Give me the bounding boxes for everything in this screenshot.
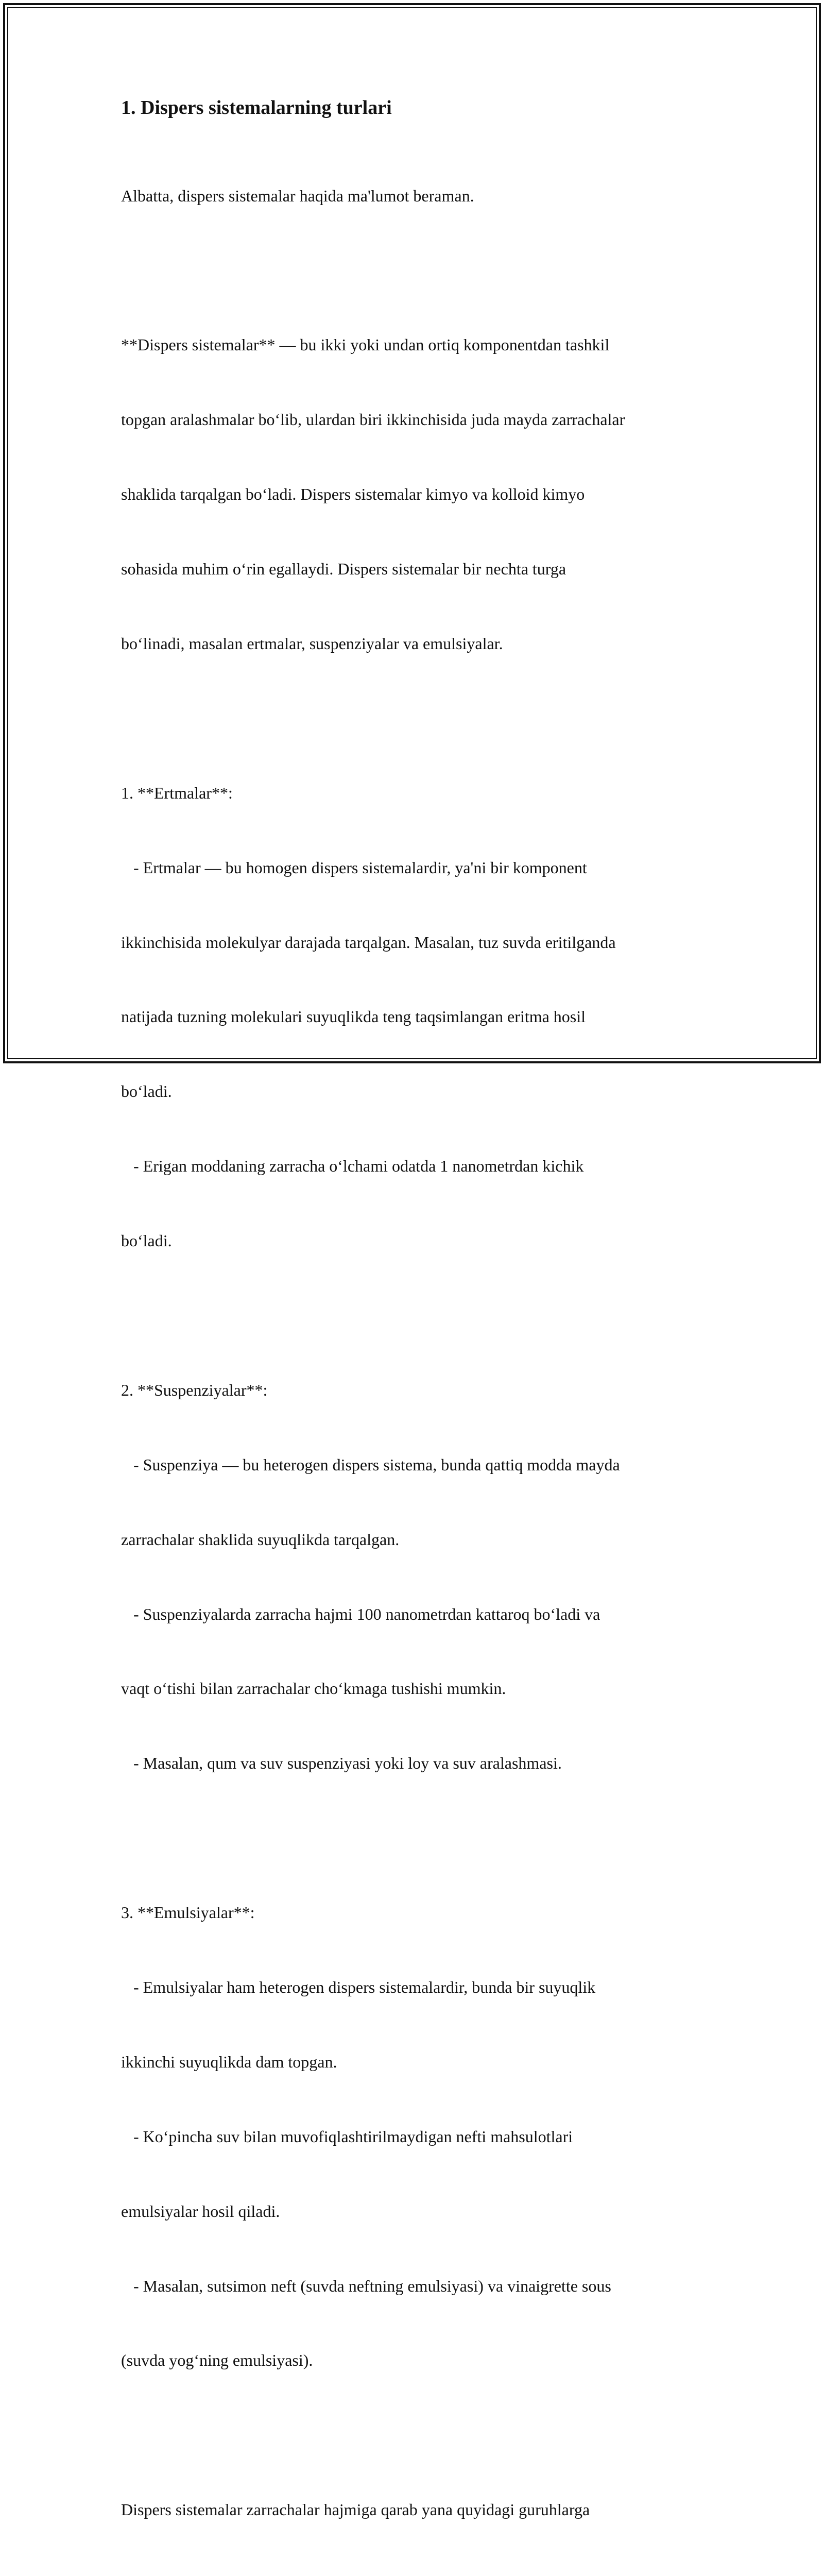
text-line: - Masalan, qum va suv suspenziyasi yoki loy va suv aralashmasi. xyxy=(121,1754,562,1773)
list-item-suspenziyalar xyxy=(121,1328,713,1825)
text-line: bo‘ladi. xyxy=(121,1231,172,1250)
text-line: - Ko‘pincha suv bilan muvofiqlashtirilmaydigan nefti mahsulotlari xyxy=(121,2127,573,2146)
list-item-heading: 3. **Emulsiyalar**: xyxy=(121,1903,255,1922)
text-line: zarrachalar shaklida suyuqlikda tarqalgan. xyxy=(121,1530,400,1549)
text-line xyxy=(121,2572,713,2576)
text-line: - Suspenziyalarda zarracha hajmi 100 nanometrdan kattaroq bo‘ladi va xyxy=(121,1604,600,1623)
text-line: bo‘ladi. xyxy=(121,1082,172,1101)
list-item-emulsiyalar xyxy=(121,1850,713,2422)
text-line: vaqt o‘tishi bilan zarrachalar cho‘kmaga tushishi mumkin. xyxy=(121,1679,506,1698)
text-line: natijada tuzning molekulari suyuqlikda teng taqsimlangan eritma hosil xyxy=(121,1007,586,1026)
paragraph-conclusion xyxy=(121,2448,713,2576)
text-line: - Suspenziya — bu heterogen dispers sistema, bunda qattiq modda mayda xyxy=(121,1455,620,1474)
text-line: - Ertmalar — bu homogen dispers sistemalardir, ya'ni bir komponent xyxy=(121,858,587,877)
document-body xyxy=(121,95,713,2576)
text-line: topgan aralashmalar bo‘lib, ulardan biri ikkinchisida juda mayda zarrachalar xyxy=(121,410,625,429)
text-line: - Erigan moddaning zarracha o‘lchami odatda 1 nanometrdan kichik xyxy=(121,1157,584,1176)
text-line: Dispers sistemalar zarrachalar hajmiga qarab yana quyidagi guruhlarga xyxy=(121,2500,590,2519)
paragraph-definition xyxy=(121,283,713,706)
page-title: 1. Dispers sistemalarning turlari xyxy=(121,97,392,118)
text-line: (suvda yog‘ning emulsiyasi). xyxy=(121,2351,313,2370)
text-line: ikkinchi suyuqlikda dam topgan. xyxy=(121,2052,337,2071)
text-line: emulsiyalar hosil qiladi. xyxy=(121,2201,280,2221)
text-line: - Masalan, sutsimon neft (suvda neftning emulsiyasi) va vinaigrette sous xyxy=(121,2276,611,2295)
text-line: **Dispers sistemalar** — bu ikki yoki undan ortiq komponentdan tashkil xyxy=(121,335,610,354)
text-line: - Emulsiyalar ham heterogen dispers sistemalardir, bunda bir suyuqlik xyxy=(121,1977,596,1996)
text-line: Albatta, dispers sistemalar haqida ma'lumot beraman. xyxy=(121,186,474,205)
text-line: ikkinchisida molekulyar darajada tarqalgan. Masalan, tuz suvda eritilganda xyxy=(121,933,616,952)
list-item-ertmalar xyxy=(121,731,713,1303)
list-item-heading: 1. **Ertmalar**: xyxy=(121,783,233,802)
list-item-heading: 2. **Suspenziyalar**: xyxy=(121,1380,268,1399)
text-line: sohasida muhim o‘rin egallaydi. Dispers sistemalar bir nechta turga xyxy=(121,560,566,579)
paragraph-intro xyxy=(121,133,713,258)
text-line: shaklida tarqalgan bo‘ladi. Dispers sistemalar kimyo va kolloid kimyo xyxy=(121,485,585,504)
text-line: bo‘linadi, masalan ertmalar, suspenziyalar va emulsiyalar. xyxy=(121,634,503,653)
